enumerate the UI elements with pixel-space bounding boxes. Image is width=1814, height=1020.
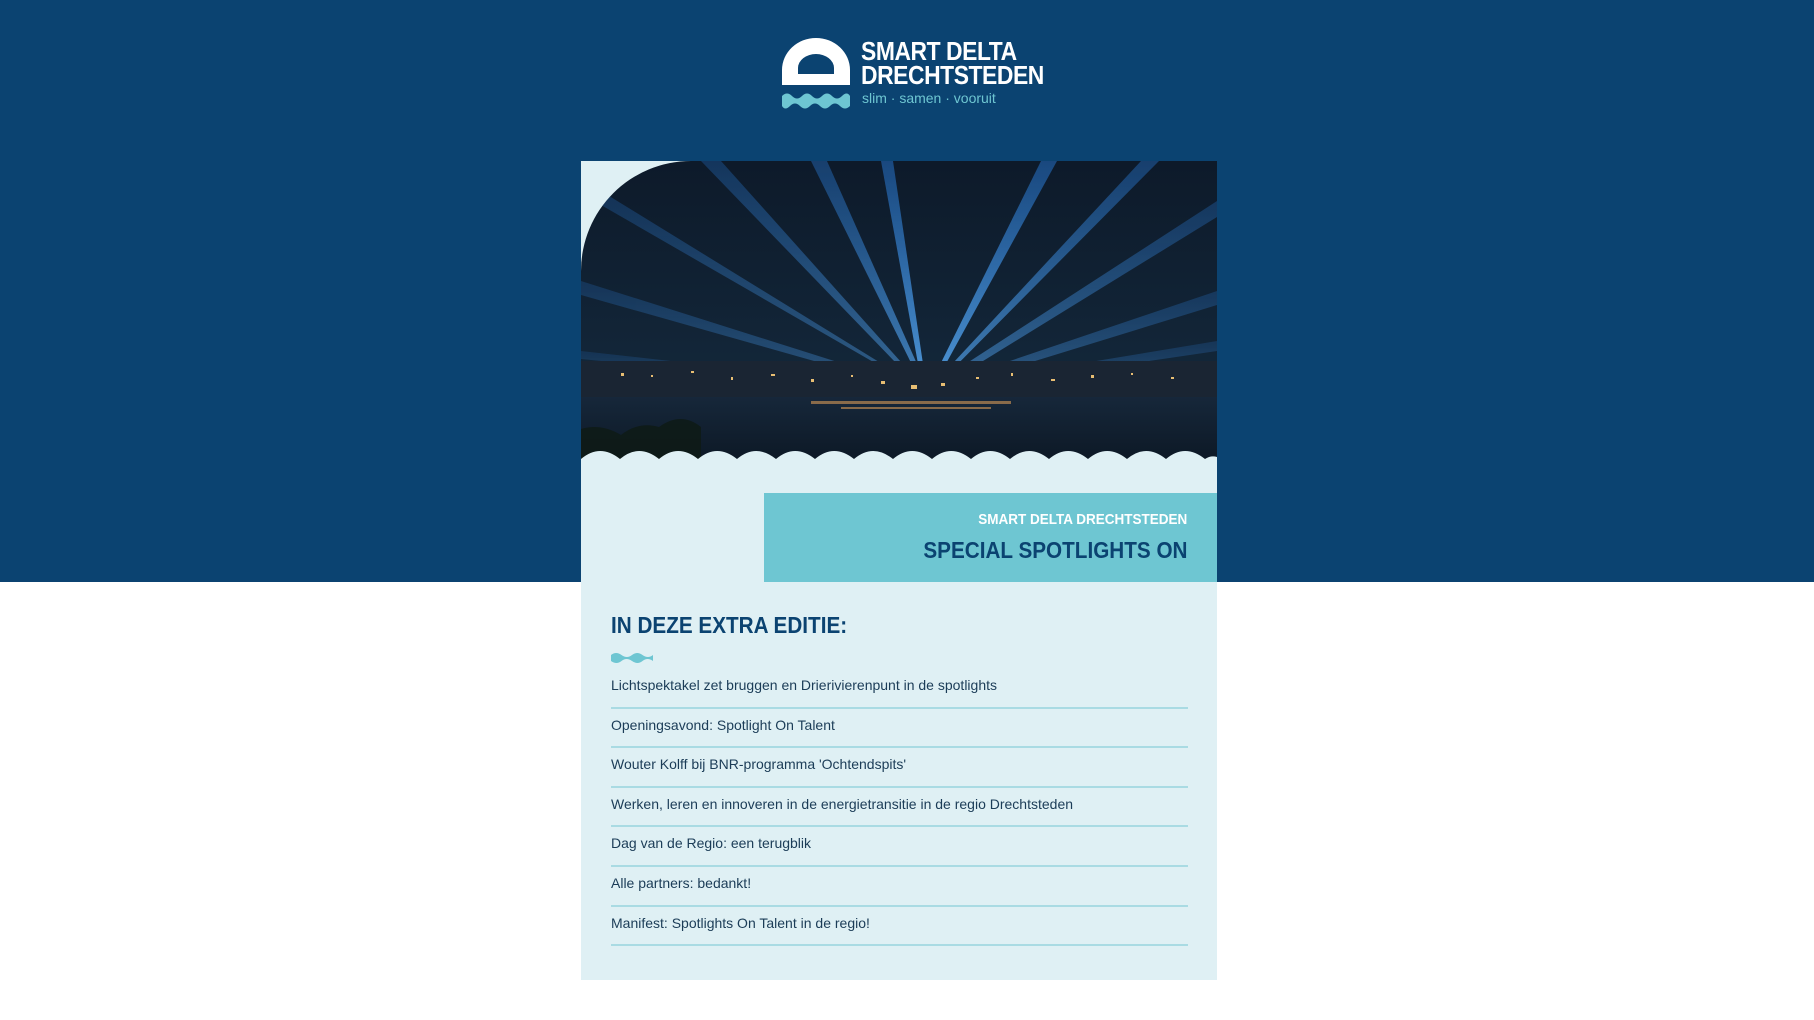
section-heading: IN DEZE EXTRA EDITIE:	[611, 612, 848, 638]
toc-item-manifest[interactable]: Manifest: Spotlights On Talent in de regio!	[611, 907, 1188, 947]
hero-image	[581, 161, 1217, 473]
wave-divider-icon	[611, 651, 653, 663]
toc-item-dag-van-de-regio[interactable]: Dag van de Regio: een terugblik	[611, 827, 1188, 867]
brand-logo[interactable]	[782, 36, 1044, 110]
edition-banner	[764, 493, 1217, 582]
brand-tagline: slim · samen · vooruit	[862, 90, 996, 106]
toc-item-wouter-kolff[interactable]: Wouter Kolff bij BNR-programma 'Ochtendspits'	[611, 748, 1188, 788]
toc-item-openingsavond[interactable]: Openingsavond: Spotlight On Talent	[611, 709, 1188, 749]
table-of-contents	[611, 669, 1188, 946]
spotlights-photo	[581, 161, 1217, 473]
bridge-wave-logo-icon	[782, 38, 850, 110]
banner-subtitle: SMART DELTA DRECHTSTEDEN	[978, 511, 1187, 528]
toc-item-partners-bedankt[interactable]: Alle partners: bedankt!	[611, 867, 1188, 907]
toc-item-energietransitie[interactable]: Werken, leren en innoveren in de energietransitie in de regio Drechtsteden	[611, 788, 1188, 828]
brand-name-line2: DRECHTSTEDEN	[861, 60, 1044, 90]
toc-item-lichtspektakel[interactable]: Lichtspektakel zet bruggen en Drierivierenpunt in de spotlights	[611, 669, 1188, 709]
banner-title: SPECIAL SPOTLIGHTS ON	[922, 537, 1187, 563]
brand-name-line1: SMART DELTA	[861, 36, 1017, 66]
newsletter-card	[581, 161, 1217, 980]
